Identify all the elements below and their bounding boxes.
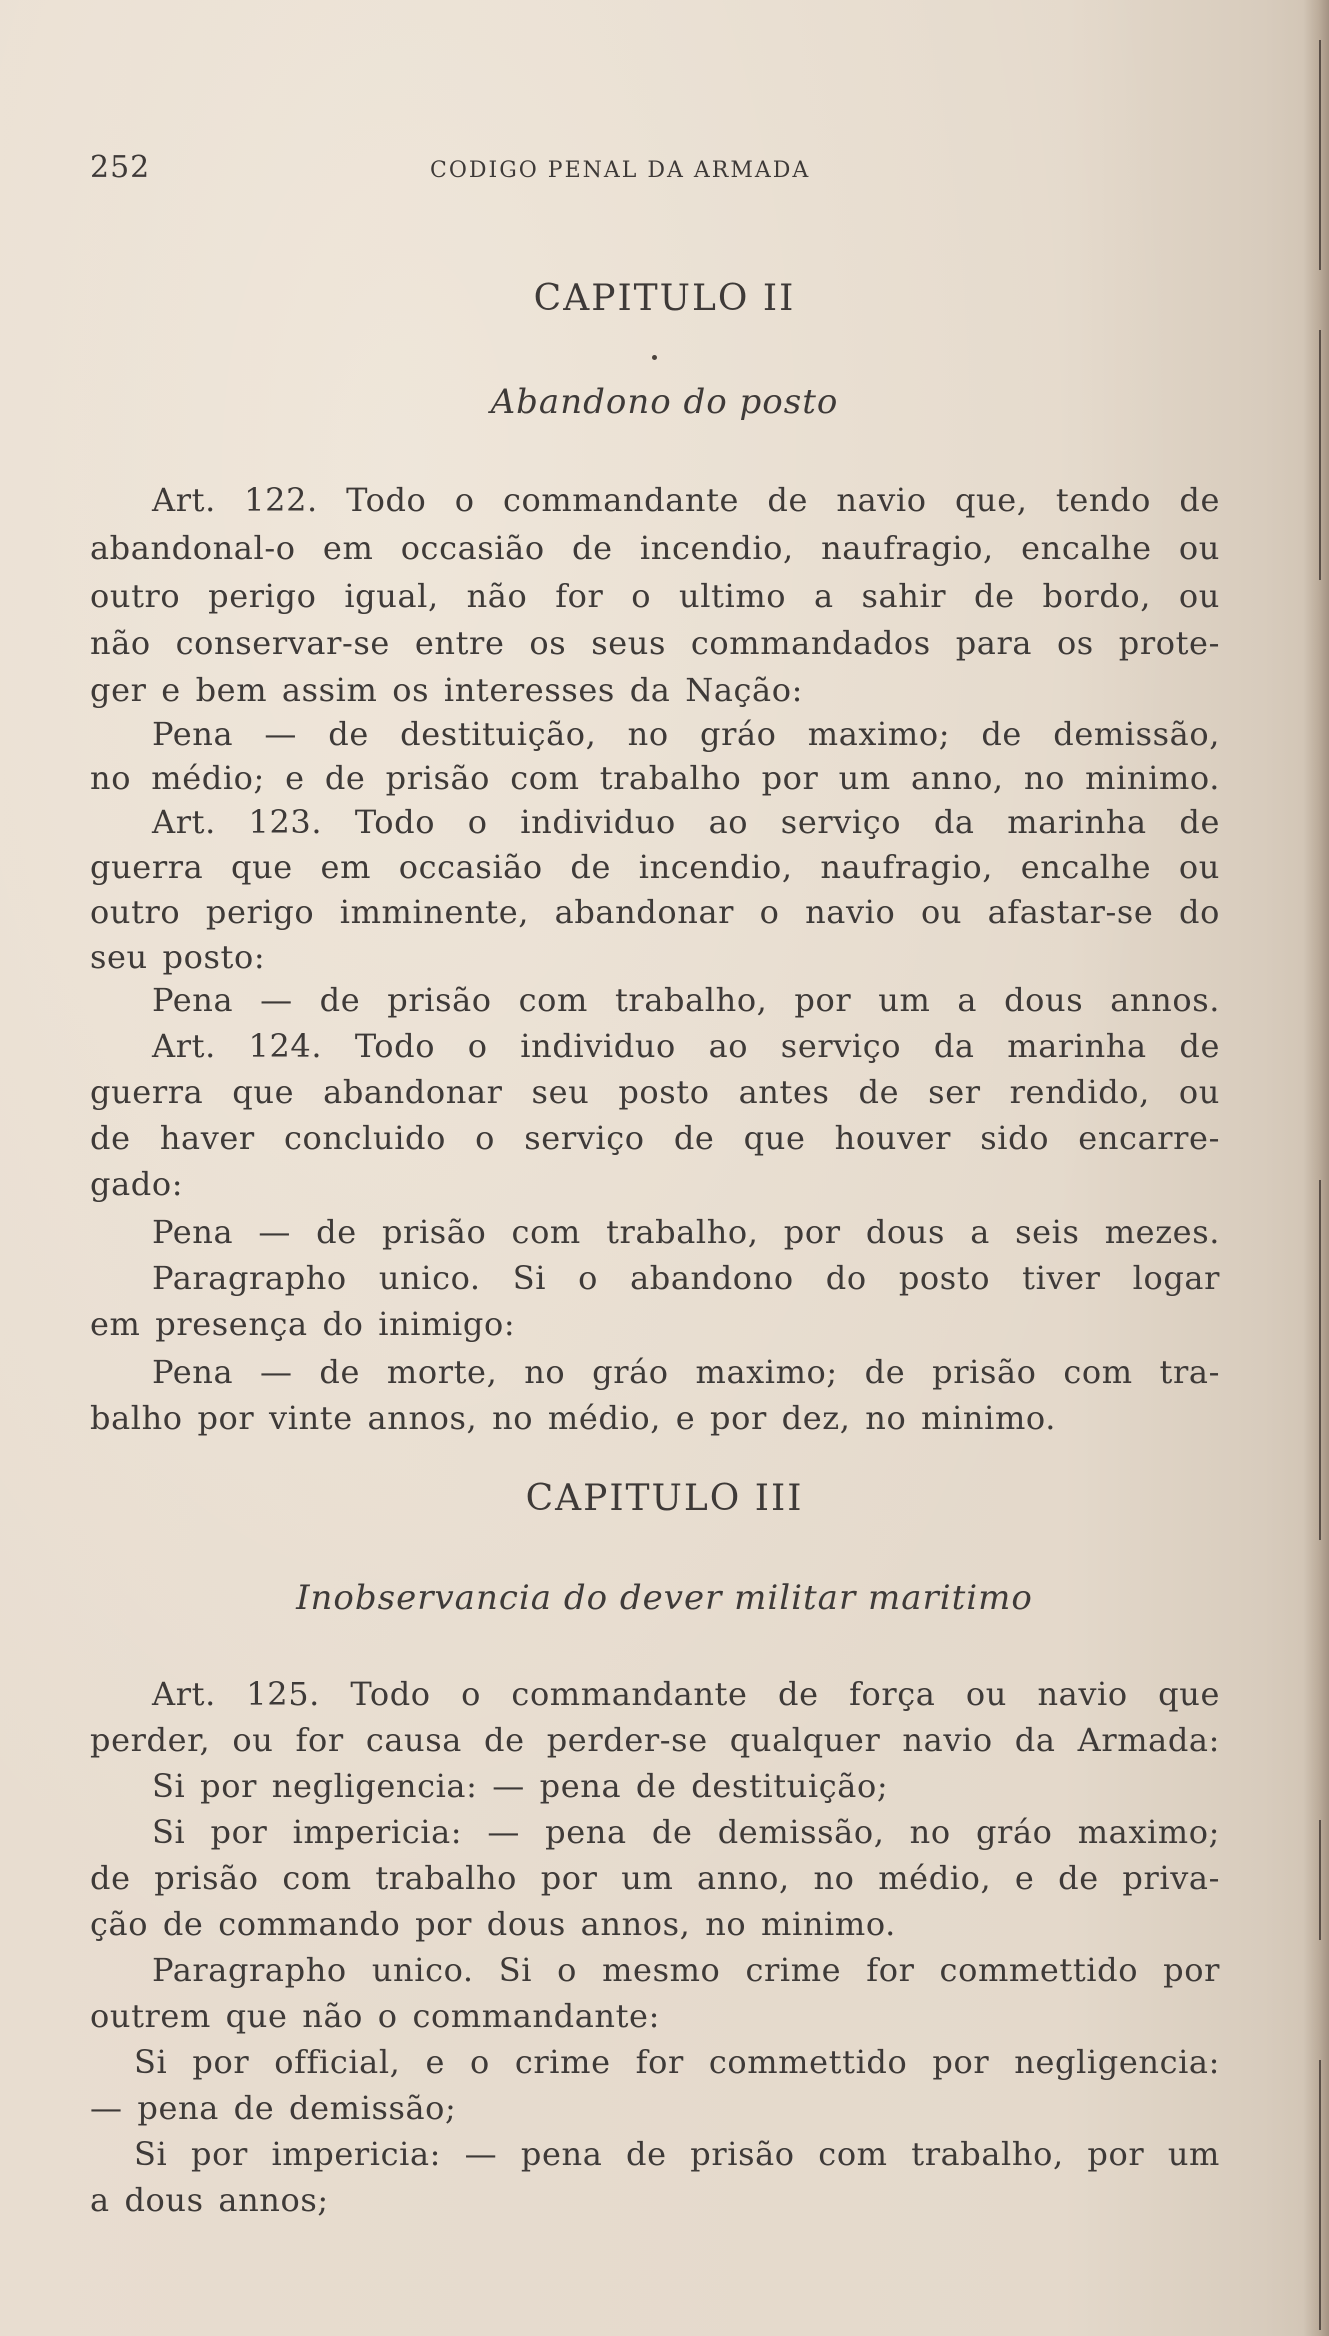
text-line: seu posto:	[90, 938, 266, 976]
text-line: outro perigo igual, não for o ultimo a sahir de bordo, ou	[90, 577, 1220, 615]
page-edge-shadow	[1303, 0, 1329, 2336]
ink-speck	[652, 355, 657, 360]
text-line: abandonal-o em occasião de incendio, naufragio, encalhe ou	[90, 529, 1220, 567]
text-line: Pena — de morte, no gráo maximo; de prisão com tra-	[152, 1353, 1220, 1391]
chapter-3-subtitle: Inobservancia do dever militar maritimo	[296, 1578, 1033, 1618]
text-line: a dous annos;	[90, 2181, 329, 2219]
page-edge-line	[1319, 2060, 1321, 2330]
page-edge-line	[1319, 40, 1321, 270]
text-line: Art. 124. Todo o individuo ao serviço da marinha de	[152, 1027, 1220, 1065]
text-line: perder, ou for causa de perder-se qualquer navio da Armada:	[90, 1721, 1220, 1759]
text-line: guerra que em occasião de incendio, naufragio, encalhe ou	[90, 848, 1220, 886]
text-line: Pena — de destituição, no gráo maximo; de demissão,	[152, 715, 1220, 753]
page-edge-line	[1319, 1820, 1321, 1940]
text-line: não conservar-se entre os seus commandados para os prote-	[90, 624, 1220, 662]
text-line: Si por official, e o crime for commettido por negligencia:	[134, 2043, 1220, 2081]
text-line: guerra que abandonar seu posto antes de ser rendido, ou	[90, 1073, 1220, 1111]
text-line: Art. 123. Todo o individuo ao serviço da marinha de	[152, 803, 1220, 841]
text-line: Si por impericia: — pena de prisão com trabalho, por um	[134, 2135, 1220, 2173]
text-line: Paragrapho unico. Si o mesmo crime for commettido por	[152, 1951, 1220, 1989]
chapter-3-heading: CAPITULO III	[525, 1478, 804, 1519]
page-number: 252	[90, 150, 151, 185]
chapter-2-heading: CAPITULO II	[533, 278, 796, 319]
text-line: ger e bem assim os interesses da Nação:	[90, 671, 803, 709]
text-line: — pena de demissão;	[90, 2089, 457, 2127]
text-line: ção de commando por dous annos, no minimo.	[90, 1905, 896, 1943]
text-line: outro perigo imminente, abandonar o navio ou afastar-se do	[90, 893, 1220, 931]
chapter-2-subtitle: Abandono do posto	[490, 382, 839, 422]
text-line: outrem que não o commandante:	[90, 1997, 660, 2035]
text-line: Art. 125. Todo o commandante de força ou navio que	[152, 1675, 1220, 1713]
text-line: Pena — de prisão com trabalho, por dous a seis mezes.	[152, 1213, 1220, 1251]
text-line: gado:	[90, 1165, 184, 1203]
page-header	[90, 150, 1240, 190]
text-line: no médio; e de prisão com trabalho por um anno, no minimo.	[90, 759, 1220, 797]
text-line: Paragrapho unico. Si o abandono do posto tiver logar	[152, 1259, 1220, 1297]
text-line: Si por negligencia: — pena de destituição;	[152, 1767, 889, 1805]
running-title: CODIGO PENAL DA ARMADA	[430, 158, 811, 183]
text-line: de prisão com trabalho por um anno, no médio, e de priva-	[90, 1859, 1220, 1897]
text-line: Si por impericia: — pena de demissão, no gráo maximo;	[152, 1813, 1220, 1851]
text-line: Pena — de prisão com trabalho, por um a dous annos.	[152, 981, 1220, 1019]
text-line: de haver concluido o serviço de que houver sido encarre-	[90, 1119, 1220, 1157]
page-edge-line	[1319, 330, 1321, 580]
text-line: Art. 122. Todo o commandante de navio que, tendo de	[152, 481, 1220, 519]
text-line: balho por vinte annos, no médio, e por dez, no minimo.	[90, 1399, 1056, 1437]
text-line: em presença do inimigo:	[90, 1305, 516, 1343]
